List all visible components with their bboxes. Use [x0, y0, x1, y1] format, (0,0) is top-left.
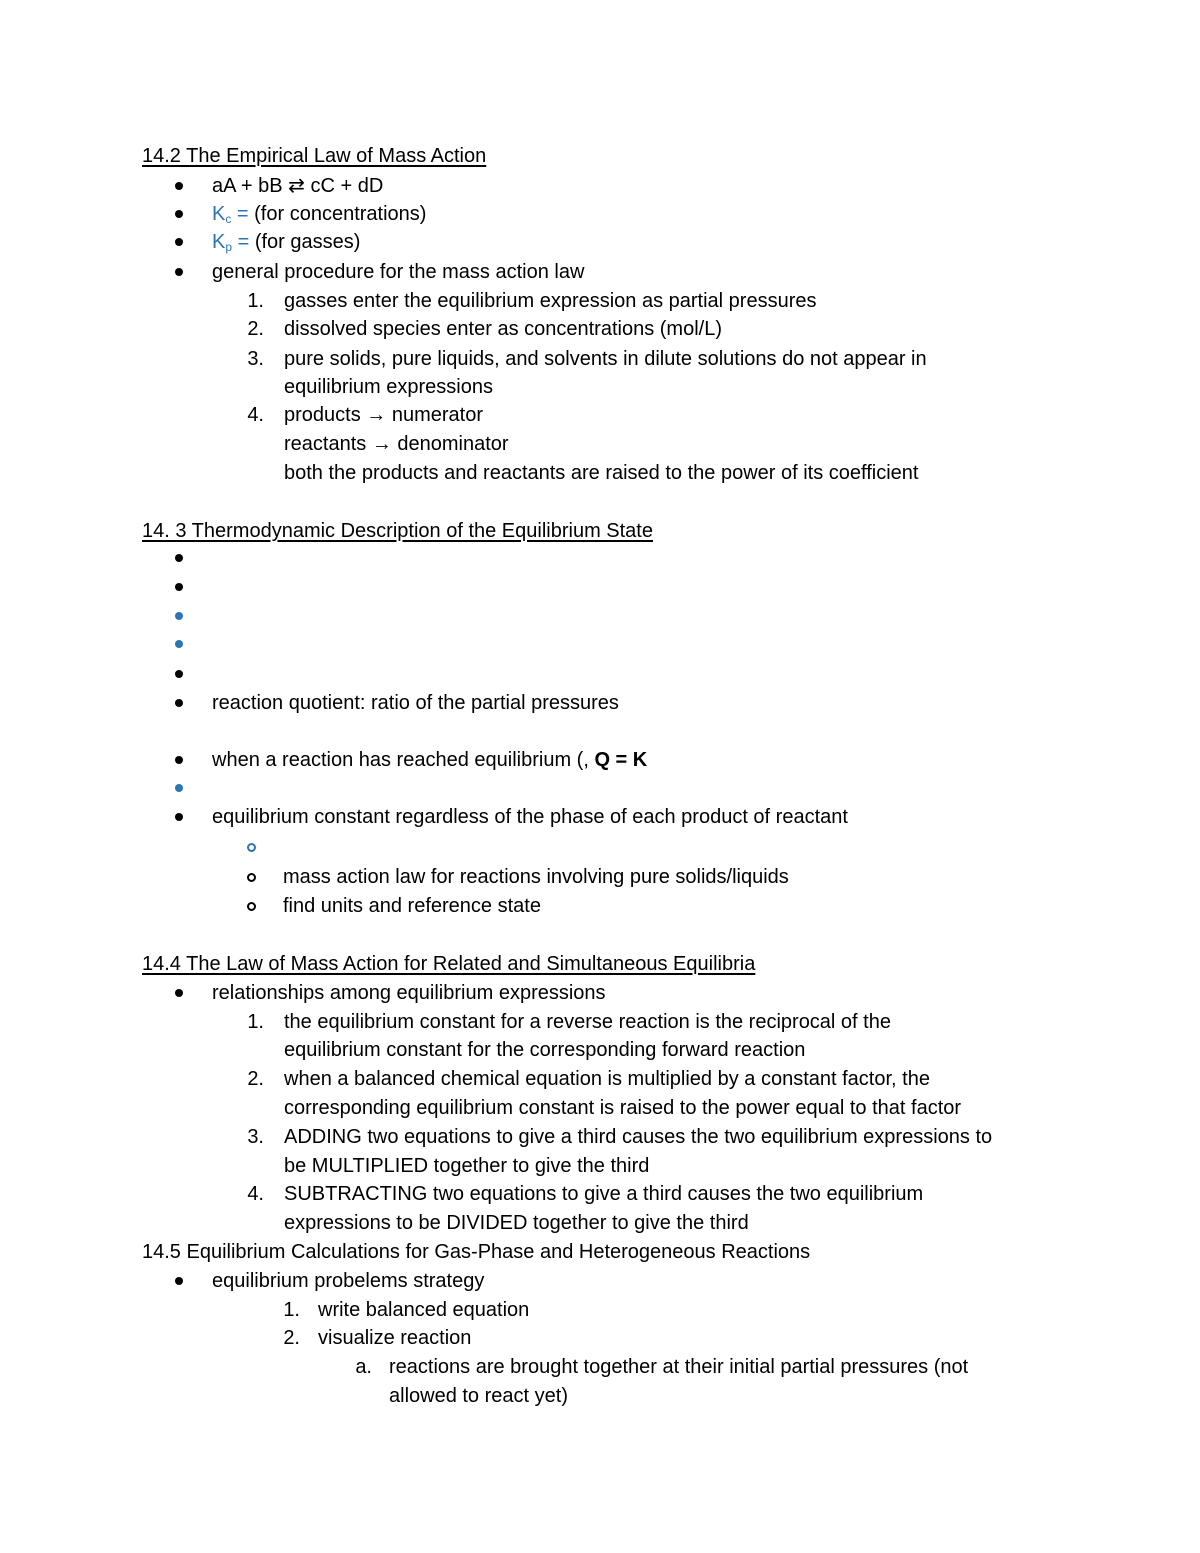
kp-subscript: p: [225, 240, 233, 254]
sub-item: find units and reference state: [283, 895, 541, 917]
bullet-icon: [175, 640, 183, 648]
sub-bullet-icon: [247, 843, 256, 852]
bullet-icon: [175, 784, 183, 792]
list-item: pure solids, pure liquids, and solvents in dilute solutions do not appear in: [284, 348, 927, 370]
bullet-icon: [175, 813, 183, 821]
equilibrium-reached-text: when a reaction has reached equilibrium (,: [212, 749, 589, 771]
list-item: equilibrium expressions: [284, 376, 493, 398]
list-number: 2.: [283, 1327, 300, 1349]
list-item: visualize reaction: [318, 1327, 472, 1349]
list-item: SUBTRACTING two equations to give a third causes the two equilibrium: [284, 1183, 924, 1205]
bullet-icon: [175, 612, 183, 620]
reaction-equation: aA + bB ⇄ cC + dD: [212, 175, 384, 197]
relationships-text: relationships among equilibrium expressions: [212, 982, 606, 1004]
list-item: write balanced equation: [318, 1299, 530, 1321]
bullet-icon: [175, 238, 183, 246]
list-number: 3.: [247, 348, 264, 370]
list-item: be MULTIPLIED together to give the third: [284, 1155, 650, 1177]
bullet-icon: [175, 670, 183, 678]
kc-equals: =: [231, 203, 249, 225]
bullet-icon: [175, 554, 183, 562]
section-heading-14-5: 14.5 Equilibrium Calculations for Gas-Phase and Heterogeneous Reactions: [142, 1241, 811, 1263]
equilibrium-constant-text: equilibrium constant regardless of the phase of each product of reactant: [212, 806, 848, 828]
list-number: 2.: [247, 1068, 264, 1090]
sub-bullet-icon: [247, 873, 256, 882]
kp-line: [212, 228, 360, 256]
bullet-icon: [175, 756, 183, 764]
list-item: both the products and reactants are raised to the power of its coefficient: [284, 462, 919, 484]
bullet-icon: [175, 210, 183, 218]
equilibrium-reached-line: [212, 746, 647, 774]
section-heading-14-4: 14.4 The Law of Mass Action for Related and Simultaneous Equilibria: [142, 953, 756, 975]
list-number: 4.: [247, 404, 264, 426]
kp-equals: =: [232, 231, 250, 253]
list-number: 3.: [247, 1126, 264, 1148]
bullet-icon: [175, 989, 183, 997]
list-item: equilibrium constant for the corresponding forward reaction: [284, 1039, 806, 1061]
sub-item: mass action law for reactions involving pure solids/liquids: [283, 866, 789, 888]
list-number: 1.: [283, 1299, 300, 1321]
kc-subscript: c: [225, 212, 232, 226]
list-item: expressions to be DIVIDED together to give the third: [284, 1212, 749, 1234]
kc-description: (for concentrations): [248, 203, 427, 225]
q-equals-k: Q = K: [594, 749, 648, 771]
reaction-quotient-text: reaction quotient: ratio of the partial pressures: [212, 692, 619, 714]
sub-bullet-icon: [247, 902, 256, 911]
list-item: the equilibrium constant for a reverse reaction is the reciprocal of the: [284, 1011, 891, 1033]
list-letter: a.: [355, 1356, 372, 1378]
bullet-icon: [175, 583, 183, 591]
sub-list-item: allowed to react yet): [389, 1385, 568, 1407]
list-number: 4.: [247, 1183, 264, 1205]
section-heading-14-2: 14.2 The Empirical Law of Mass Action: [142, 145, 487, 167]
list-number: 2.: [247, 318, 264, 340]
kc-symbol: K: [212, 203, 226, 225]
bullet-icon: [175, 268, 183, 276]
bullet-icon: [175, 1277, 183, 1285]
list-number: 1.: [247, 290, 264, 312]
list-item: when a balanced chemical equation is multiplied by a constant factor, the: [284, 1068, 930, 1090]
list-item: gasses enter the equilibrium expression as partial pressures: [284, 290, 817, 312]
bullet-icon: [175, 699, 183, 707]
list-number: 1.: [247, 1011, 264, 1033]
list-item: ADDING two equations to give a third causes the two equilibrium expressions to: [284, 1126, 993, 1148]
strategy-text: equilibrium probelems strategy: [212, 1270, 485, 1292]
procedure-text: general procedure for the mass action law: [212, 261, 585, 283]
list-item: products → numerator: [284, 404, 483, 426]
kc-line: [212, 200, 426, 228]
sub-list-item: reactions are brought together at their initial partial pressures (not: [389, 1356, 969, 1378]
kp-description: (for gasses): [249, 231, 361, 253]
list-item: reactants → denominator: [284, 433, 509, 455]
list-item: dissolved species enter as concentrations (mol/L): [284, 318, 722, 340]
bullet-icon: [175, 182, 183, 190]
kp-symbol: K: [212, 231, 226, 253]
section-heading-14-3: 14. 3 Thermodynamic Description of the Equilibrium State: [142, 520, 653, 542]
list-item: corresponding equilibrium constant is raised to the power equal to that factor: [284, 1097, 962, 1119]
